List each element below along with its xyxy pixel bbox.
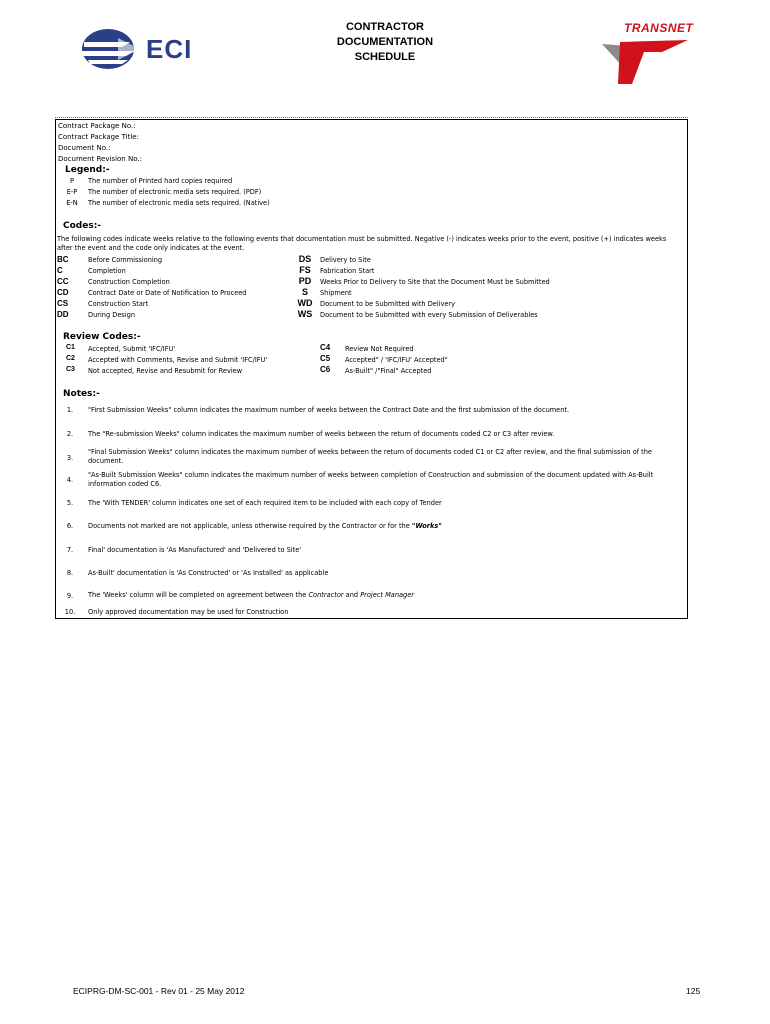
code-ds: DS: [298, 254, 312, 264]
document-revision-no-label: Document Revision No.:: [58, 155, 142, 163]
code-cd: CD: [57, 288, 69, 297]
legend-code: P: [70, 177, 74, 185]
note-number: 4.: [66, 476, 74, 484]
review-code-c2-text: Accepted with Comments, Revise and Submit 'IFC/IFU': [88, 356, 268, 364]
note-number: 5.: [66, 499, 74, 507]
review-code-c4-text: Review Not Required: [345, 345, 414, 353]
eci-logo-text: ECI: [146, 34, 193, 64]
note-text: The 'With TENDER' column indicates one set of each required item to be included with each copy of Tender: [88, 499, 442, 507]
review-code-c4: C4: [320, 343, 331, 352]
note-number: 9.: [66, 592, 74, 600]
note-number: 8.: [66, 569, 74, 577]
code-cc: CC: [57, 277, 69, 286]
legend-code: E-P: [66, 188, 78, 196]
footer-doc-ref: ECIPRG-DM-SC-001 - Rev 01 - 25 May 2012: [73, 986, 245, 996]
note-text: The "Re-submission Weeks" column indicates the maximum number of weeks between the return of documents coded C2 or C3 after review.: [88, 430, 555, 438]
note-emphasis: Project Manager: [360, 591, 415, 599]
note-text: [88, 522, 678, 531]
document-no-label: Document No.:: [58, 144, 111, 152]
review-code-c6-text: As-Built" /"Final" Accepted: [345, 367, 432, 375]
note-number: 3.: [66, 454, 74, 462]
note-text-main: Documents not marked are not applicable, unless otherwise required by the Contractor or for the: [88, 522, 410, 530]
review-code-c1: C1: [66, 344, 75, 351]
review-code-c3: C3: [66, 366, 75, 373]
note-text: "Final Submission Weeks" column indicates the maximum number of weeks between the return of documents coded C1 or C2 after review, and the final submission of the document.: [88, 448, 652, 465]
review-code-c3-text: Not accepted, Revise and Resubmit for Review: [88, 367, 243, 375]
code-cs-text: Construction Start: [88, 300, 149, 308]
transnet-logo-icon: [598, 38, 690, 86]
code-wd: WD: [297, 298, 313, 308]
divider: [55, 117, 688, 118]
contract-package-no-label: Contract Package No.:: [58, 122, 136, 130]
note-text: "First Submission Weeks" column indicates the maximum number of weeks between the Contract Date and the first submission of the document.: [88, 406, 570, 414]
code-cd-text: Contract Date or Date of Notification to Proceed: [88, 289, 247, 297]
note-text: "As-Built Submission Weeks" column indicates the maximum number of weeks between completion of Construction and submission of the document updated with As-Built information coded C6.: [88, 471, 654, 488]
legend-text: The number of Printed hard copies required: [88, 177, 233, 185]
review-code-c5: C5: [320, 354, 331, 363]
code-c: C: [57, 266, 63, 275]
notes-heading: Notes:-: [63, 389, 100, 399]
review-code-c6: C6: [320, 365, 331, 374]
note-number: 7.: [66, 546, 74, 554]
code-ws: WS: [297, 309, 313, 319]
note-text: Only approved documentation may be used for Construction: [88, 608, 289, 616]
code-s: S: [301, 287, 308, 297]
note-connector: and: [343, 591, 361, 599]
review-codes-heading: Review Codes:-: [63, 332, 141, 342]
code-cs: CS: [57, 299, 69, 308]
note-number: 6.: [66, 522, 74, 530]
code-ws-text: Document to be Submitted with every Submission of Deliverables: [320, 311, 538, 319]
code-ds-text: Delivery to Site: [320, 256, 371, 264]
contract-package-title-label: Contract Package Title:: [58, 133, 139, 141]
note-text: Final' documentation is 'As Manufactured' and 'Delivered to Site': [88, 546, 302, 554]
page-title: [300, 20, 470, 65]
code-dd: DD: [57, 310, 69, 319]
code-s-text: Shipment: [320, 289, 352, 297]
note-emphasis: Contractor: [308, 591, 344, 599]
note-number: 1.: [66, 406, 74, 414]
code-fs: FS: [299, 265, 311, 275]
title-line-1: CONTRACTOR: [345, 21, 424, 33]
note-text-main: The 'Weeks' column will be completed on agreement between the: [88, 591, 307, 599]
legend-code: E-N: [66, 199, 78, 207]
transnet-logo-text: TRANSNET: [624, 21, 694, 35]
code-cc-text: Construction Completion: [88, 278, 170, 286]
codes-heading: Codes:-: [63, 221, 102, 231]
note-text: As-Built' documentation is 'As Constructed' or 'As Installed' as applicable: [88, 569, 329, 577]
code-wd-text: Document to be Submitted with Delivery: [320, 300, 456, 308]
review-code-c2: C2: [66, 355, 75, 362]
code-c-text: Completion: [88, 267, 126, 275]
legend-text: The number of electronic media sets required. (PDF): [88, 188, 262, 196]
review-code-c5-text: Accepted" / 'IFC/IFU' Accepted": [345, 356, 448, 364]
page-number: 125: [686, 986, 701, 996]
review-code-c1-text: Accepted, Submit 'IFC/IFU': [88, 345, 176, 353]
note-number: 2.: [66, 430, 74, 438]
note-number: 10.: [64, 608, 76, 616]
note-text: [88, 591, 678, 600]
code-fs-text: Fabrication Start: [320, 267, 375, 275]
title-line-2: DOCUMENTATION: [336, 36, 434, 48]
code-pd-text: Weeks Prior to Delivery to Site that the Document Must be Submitted: [320, 278, 550, 286]
legend-heading: Legend:-: [65, 165, 110, 175]
codes-intro: The following codes indicate weeks relative to the following events that documentation must be submitted. Negative (-) indicates weeks prior to the event, positive (+) indicates weeks after the event and the code only indicates at the event.: [57, 235, 667, 252]
title-line-3: SCHEDULE: [354, 51, 416, 63]
code-pd: PD: [298, 276, 312, 286]
code-bc-text: Before Commissioning: [88, 256, 163, 264]
note-emphasis: "Works": [411, 522, 442, 530]
legend-text: The number of electronic media sets required. (Native): [88, 199, 270, 207]
code-bc: BC: [57, 255, 69, 264]
code-dd-text: During Design: [88, 311, 136, 319]
